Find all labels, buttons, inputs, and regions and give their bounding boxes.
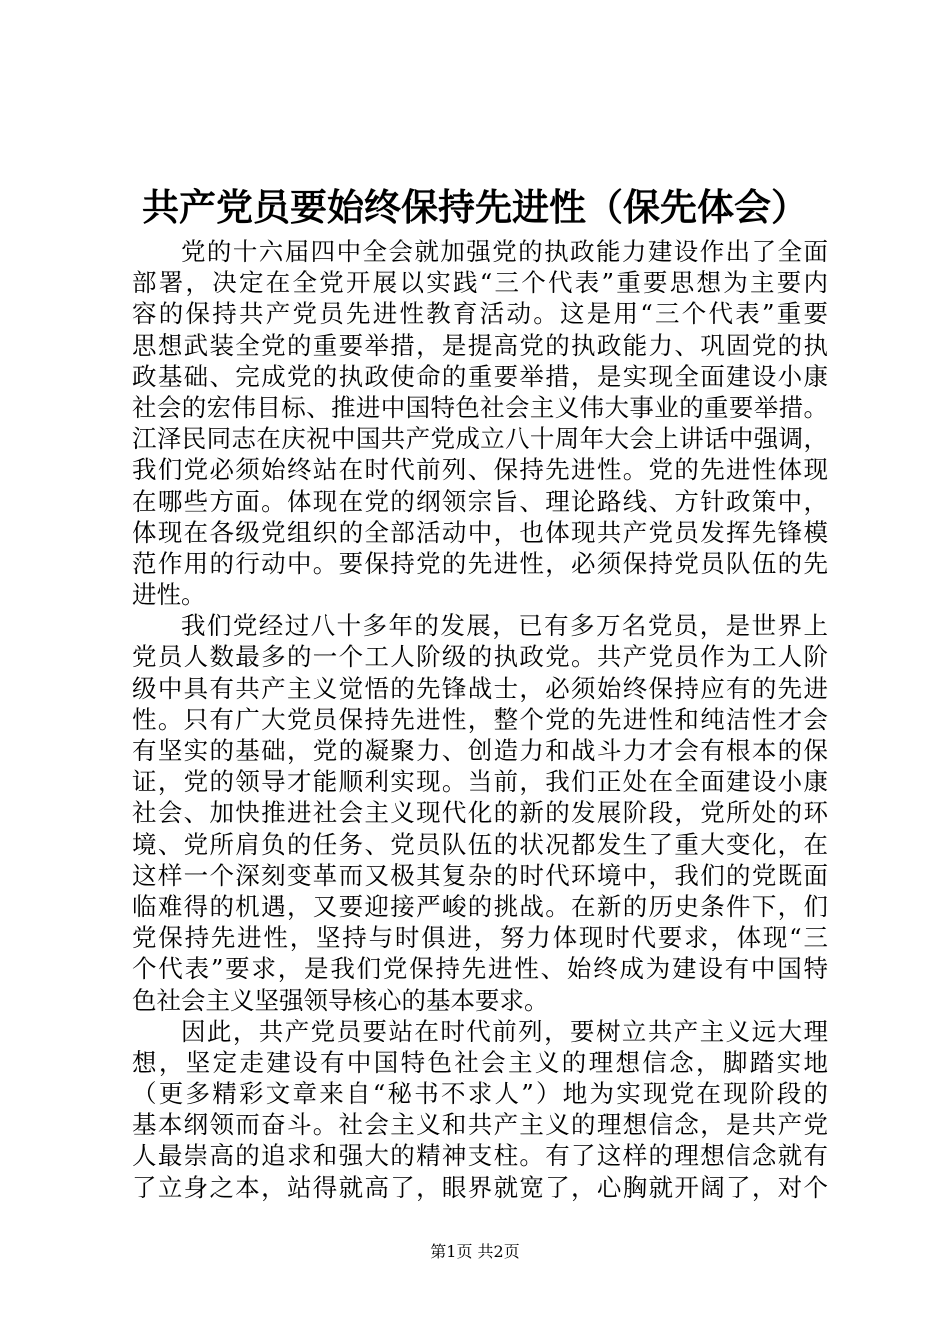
- text-line: 个代表”要求，是我们党保持先进性、始终成为建设有中国特: [132, 954, 828, 984]
- text-line: 基本纲领而奋斗。社会主义和共产主义的理想信念，是共产党: [132, 1110, 828, 1140]
- paragraph: [132, 1016, 828, 1203]
- paragraph: [132, 610, 828, 1015]
- text-line: 境、党所肩负的任务、党员队伍的状况都发生了重大变化，在: [132, 829, 828, 859]
- text-line: 党保持先进性，坚持与时俱进，努力体现时代要求，体现“三: [132, 923, 828, 953]
- document-body: [132, 236, 828, 1203]
- text-line: 级中具有共产主义觉悟的先锋战士，必须始终保持应有的先进: [132, 673, 828, 703]
- text-line: 思想武装全党的重要举措，是提高党的执政能力、巩固党的执: [132, 330, 828, 360]
- text-line: 容的保持共产党员先进性教育活动。这是用“三个代表”重要: [132, 299, 828, 329]
- text-line: 社会、加快推进社会主义现代化的新的发展阶段，党所处的环: [132, 798, 828, 828]
- text-line: 想，坚定走建设有中国特色社会主义的理想信念，脚踏实地: [132, 1047, 828, 1077]
- text-line: 进性。: [132, 580, 206, 610]
- text-line: 部署，决定在全党开展以实践“三个代表”重要思想为主要内: [132, 268, 828, 298]
- text-line: 我们党必须始终站在时代前列、保持先进性。党的先进性体现: [132, 455, 828, 485]
- page-footer: 第1页 共2页: [430, 1242, 520, 1261]
- text-line: 政基础、完成党的执政使命的重要举措，是实现全面建设小康: [132, 361, 828, 391]
- text-line: 在哪些方面。体现在党的纲领宗旨、理论路线、方针政策中，: [132, 486, 828, 516]
- text-line: 这样一个深刻变革而又极其复杂的时代环境中，我们的党既面: [132, 860, 828, 890]
- document-title: 共产党员要始终保持先进性（保先体会）: [142, 185, 808, 229]
- text-line: 有坚实的基础，党的凝聚力、创造力和战斗力才会有根本的保: [132, 736, 828, 765]
- text-line: 体现在各级党组织的全部活动中，也体现共产党员发挥先锋模: [132, 517, 828, 547]
- text-line: 江泽民同志在庆祝中国共产党成立八十周年大会上讲话中强调，: [132, 424, 828, 454]
- text-line: 性。只有广大党员保持先进性，整个党的先进性和纯洁性才会: [132, 704, 828, 734]
- text-line: 党的十六届四中全会就加强党的执政能力建设作出了全面: [181, 237, 828, 266]
- text-line: 党员人数最多的一个工人阶级的执政党。共产党员作为工人阶: [132, 642, 828, 672]
- text-line: （更多精彩文章来自“秘书不求人”）地为实现党在现阶段的: [132, 1079, 828, 1109]
- text-line: 临难得的机遇，又要迎接严峻的挑战。在新的历史条件下，们: [132, 891, 828, 921]
- text-line: 人最崇高的追求和强大的精神支柱。有了这样的理想信念就有: [132, 1141, 828, 1171]
- text-line: 了立身之本，站得就高了，眼界就宽了，心胸就开阔了，对个: [132, 1172, 828, 1202]
- text-line: 我们党经过八十多年的发展，已有多万名党员，是世界上: [181, 611, 828, 641]
- text-line: 因此，共产党员要站在时代前列，要树立共产主义远大理: [181, 1016, 828, 1046]
- text-line: 范作用的行动中。要保持党的先进性，必须保持党员队伍的先: [132, 548, 828, 578]
- text-line: 证，党的领导才能顺利实现。当前，我们正处在全面建设小康: [132, 767, 828, 797]
- text-line: 社会的宏伟目标、推进中国特色社会主义伟大事业的重要举措。: [132, 392, 828, 422]
- paragraph: [132, 236, 828, 610]
- text-line: 色社会主义坚强领导核心的基本要求。: [132, 985, 549, 1015]
